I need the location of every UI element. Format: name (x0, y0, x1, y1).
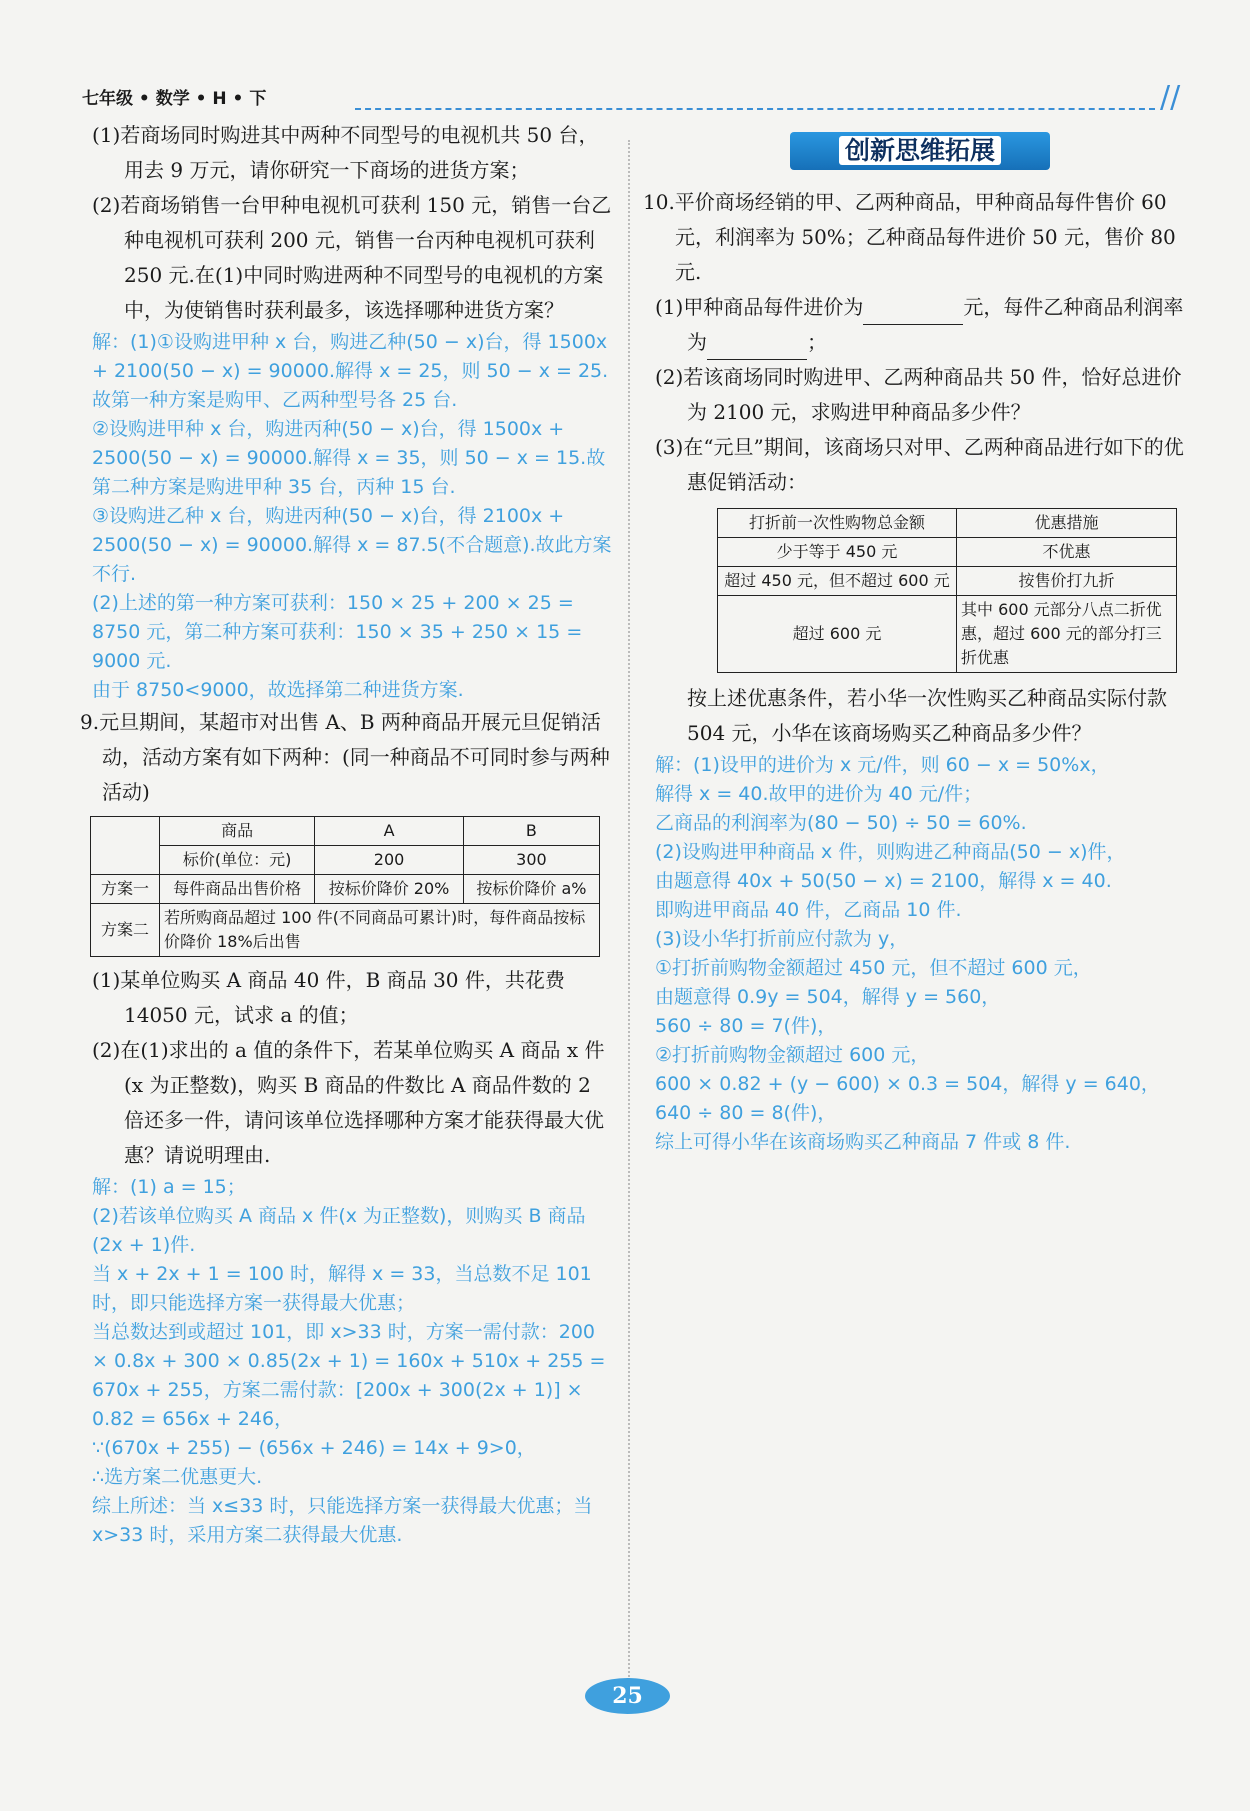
q10-answer-line: 乙商品的利润率为(80 − 50) ÷ 50 = 60%. (655, 812, 1027, 834)
q10-part1-c: ； (807, 330, 827, 354)
table-cell: 300 (463, 846, 599, 875)
table-cell (91, 817, 160, 875)
q9-answer-line: ∵(670x + 255) − (656x + 246) = 14x + 9>0， (92, 1437, 536, 1459)
q8-answer-line: 解：(1)①设购进甲种 x 台，购进乙种(50 − x)台，得 1500x + 2100(50 − x) = 90000.解得 x = 25，则 50 − x = 25.故第一种方案是购甲、乙两种型号各 25 台. (92, 331, 609, 411)
q10-answer-line: 600 × 0.82 + (y − 600) × 0.3 = 504，解得 y = 640， (655, 1073, 1160, 1095)
answer-blank-1[interactable] (863, 304, 963, 325)
q8-answer-line: ②设购进甲种 x 台，购进丙种(50 − x)台，得 1500x + 2500(50 − x) = 90000.解得 x = 35，则 50 − x = 15.故第二种方案是购进甲种 35 台，丙种 15 台. (92, 418, 606, 498)
table-cell: 方案二 (91, 904, 160, 957)
banner-title: 创新思维拓展 (839, 136, 1001, 165)
q10-answer-line: 综上可得小华在该商场购买乙种商品 7 件或 8 件. (655, 1131, 1071, 1153)
q10-part3: (3)在“元旦”期间，该商场只对甲、乙两种商品进行如下的优惠促销活动： (655, 435, 1184, 494)
q9-table (90, 816, 600, 957)
q9-part1: (1)某单位购买 A 商品 40 件，B 商品 30 件，共花费 14050 元，试求 a 的值； (92, 968, 565, 1027)
section-banner (790, 132, 1050, 170)
q10-part2: (2)若该商场同时购进甲、乙两种商品共 50 件，恰好总进价为 2100 元，求购进甲种商品多少件？ (655, 365, 1182, 424)
q10-answer-line: ①打折前购物金额超过 450 元，但不超过 600 元， (655, 957, 1092, 979)
table-cell: 打折前一次性购物总金额 (718, 509, 957, 538)
answer-blank-2[interactable] (707, 339, 807, 360)
q10-answer-line: 640 ÷ 80 = 8(件)， (655, 1102, 837, 1124)
q8-part2: (2)若商场销售一台甲种电视机可获利 150 元，销售一台乙种电视机可获利 200 元，销售一台丙种电视机可获利 250 元.在(1)中同时购进两种不同型号的电视机的方案中，为使销售时获利最多，该选择哪种进货方案？ (92, 193, 612, 322)
q10-answer-line: (2)设购进甲种商品 x 件，则购进乙种商品(50 − x)件， (655, 841, 1126, 863)
table-cell: 其中 600 元部分八点二折优惠，超过 600 元的部分打三折优惠 (957, 596, 1177, 673)
table-cell: 按售价打九折 (957, 567, 1177, 596)
table-cell: 少于等于 450 元 (718, 538, 957, 567)
left-column (80, 118, 612, 1550)
q10-table (717, 508, 1177, 673)
q10-part1-a: (1)甲种商品每件进价为 (655, 295, 864, 319)
q10-answer-line: (3)设小华打折前应付款为 y， (655, 928, 909, 950)
q10-answer-line: 560 ÷ 80 = 7(件)， (655, 1015, 837, 1037)
q9-stem: 9.元旦期间，某超市对出售 A、B 两种商品开展元旦促销活动，活动方案有如下两种：(同一种商品不可同时参与两种活动) (80, 710, 610, 804)
table-cell: 若所购商品超过 100 件(不同商品可累计)时，每件商品按标价降价 18%后出售 (160, 904, 600, 957)
q10-answer-line: 由题意得 0.9y = 504，解得 y = 560， (655, 986, 1001, 1008)
right-column (643, 185, 1195, 1157)
table-cell: A (315, 817, 464, 846)
table-cell: 200 (315, 846, 464, 875)
q9-answer-line: ∴选方案二优惠更大. (92, 1466, 263, 1488)
q10-answer-line: ②打折前购物金额超过 600 元， (655, 1044, 930, 1066)
page-header: 七年级 • 数学 • H • 下 (82, 89, 267, 109)
header-slash-icon: // (1160, 80, 1181, 115)
q10-answer-line: 由题意得 40x + 50(50 − x) = 2100，解得 x = 40. (655, 870, 1112, 892)
table-cell: 方案一 (91, 875, 160, 904)
q10-answer-line: 即购进甲商品 40 件，乙商品 10 件. (655, 899, 962, 921)
q8-part1: (1)若商场同时购进其中两种不同型号的电视机共 50 台，用去 9 万元，请你研究一下商场的进货方案； (92, 123, 599, 182)
table-cell: 商品 (160, 817, 315, 846)
q9-answer-line: 当总数达到或超过 101，即 x>33 时，方案一需付款：200 × 0.8x + 300 × 0.85(2x + 1) = 160x + 510x + 255 = 670x + 255，方案二需付款：[200x + 300(2x + 1)] × 0.82 = 656x + 246， (92, 1321, 606, 1430)
q9-answer-line: 综上所述：当 x≤33 时，只能选择方案一获得最大优惠；当 x>33 时，采用方案二获得最大优惠. (92, 1495, 593, 1546)
q9-part2: (2)在(1)求出的 a 值的条件下，若某单位购买 A 商品 x 件(x 为正整数)，购买 B 商品的件数比 A 商品件数的 2 倍还多一件，请问该单位选择哪种方案才能获得最大优惠？请说明理由. (92, 1038, 605, 1167)
q10-part1-b: 元，每件乙种商品利润率为 (687, 295, 1184, 354)
q10-stem: 10.平价商场经销的甲、乙两种商品，甲种商品每件售价 60 元，利润率为 50%；乙种商品每件进价 50 元，售价 80 元. (643, 190, 1176, 284)
table-cell: 优惠措施 (957, 509, 1177, 538)
table-cell: 超过 450 元，但不超过 600 元 (718, 567, 957, 596)
q9-answer-line: (2)若该单位购买 A 商品 x 件(x 为正整数)，则购买 B 商品(2x + 1)件. (92, 1205, 586, 1256)
q10-answer-line: 解：(1)设甲的进价为 x 元/件，则 60 − x = 50%x， (655, 754, 1110, 776)
page-number: 25 (585, 1678, 670, 1714)
q8-answer-line: ③设购进乙种 x 台，购进丙种(50 − x)台，得 2100x + 2500(50 − x) = 90000.解得 x = 87.5(不合题意).故此方案不行. (92, 505, 612, 585)
table-cell: 每件商品出售价格 (160, 875, 315, 904)
q9-answer-line: 当 x + 2x + 1 = 100 时，解得 x = 33，当总数不足 101 时，即只能选择方案一获得最大优惠； (92, 1263, 592, 1314)
table-cell: 按标价降价 20% (315, 875, 464, 904)
header-rule (355, 108, 1155, 110)
q8-answer-line: 由于 8750<9000，故选择第二种进货方案. (92, 679, 464, 701)
column-divider (628, 140, 630, 1680)
q10-part1 (655, 290, 1195, 360)
q10-answer-line: 解得 x = 40.故甲的进价为 40 元/件； (655, 783, 983, 805)
table-cell: 不优惠 (957, 538, 1177, 567)
q9-answer-line: 解：(1) a = 15； (92, 1176, 246, 1198)
q8-answer-line: (2)上述的第一种方案可获利：150 × 25 + 200 × 25 = 8750 元，第二种方案可获利：150 × 35 + 250 × 15 = 9000 元. (92, 592, 583, 672)
q10-part3-question: 按上述优惠条件，若小华一次性购买乙种商品实际付款 504 元，小华在该商场购买乙种商品多少件？ (687, 686, 1167, 745)
table-cell: B (463, 817, 599, 846)
table-cell: 标价(单位：元) (160, 846, 315, 875)
table-cell: 按标价降价 a% (463, 875, 599, 904)
table-cell: 超过 600 元 (718, 596, 957, 673)
